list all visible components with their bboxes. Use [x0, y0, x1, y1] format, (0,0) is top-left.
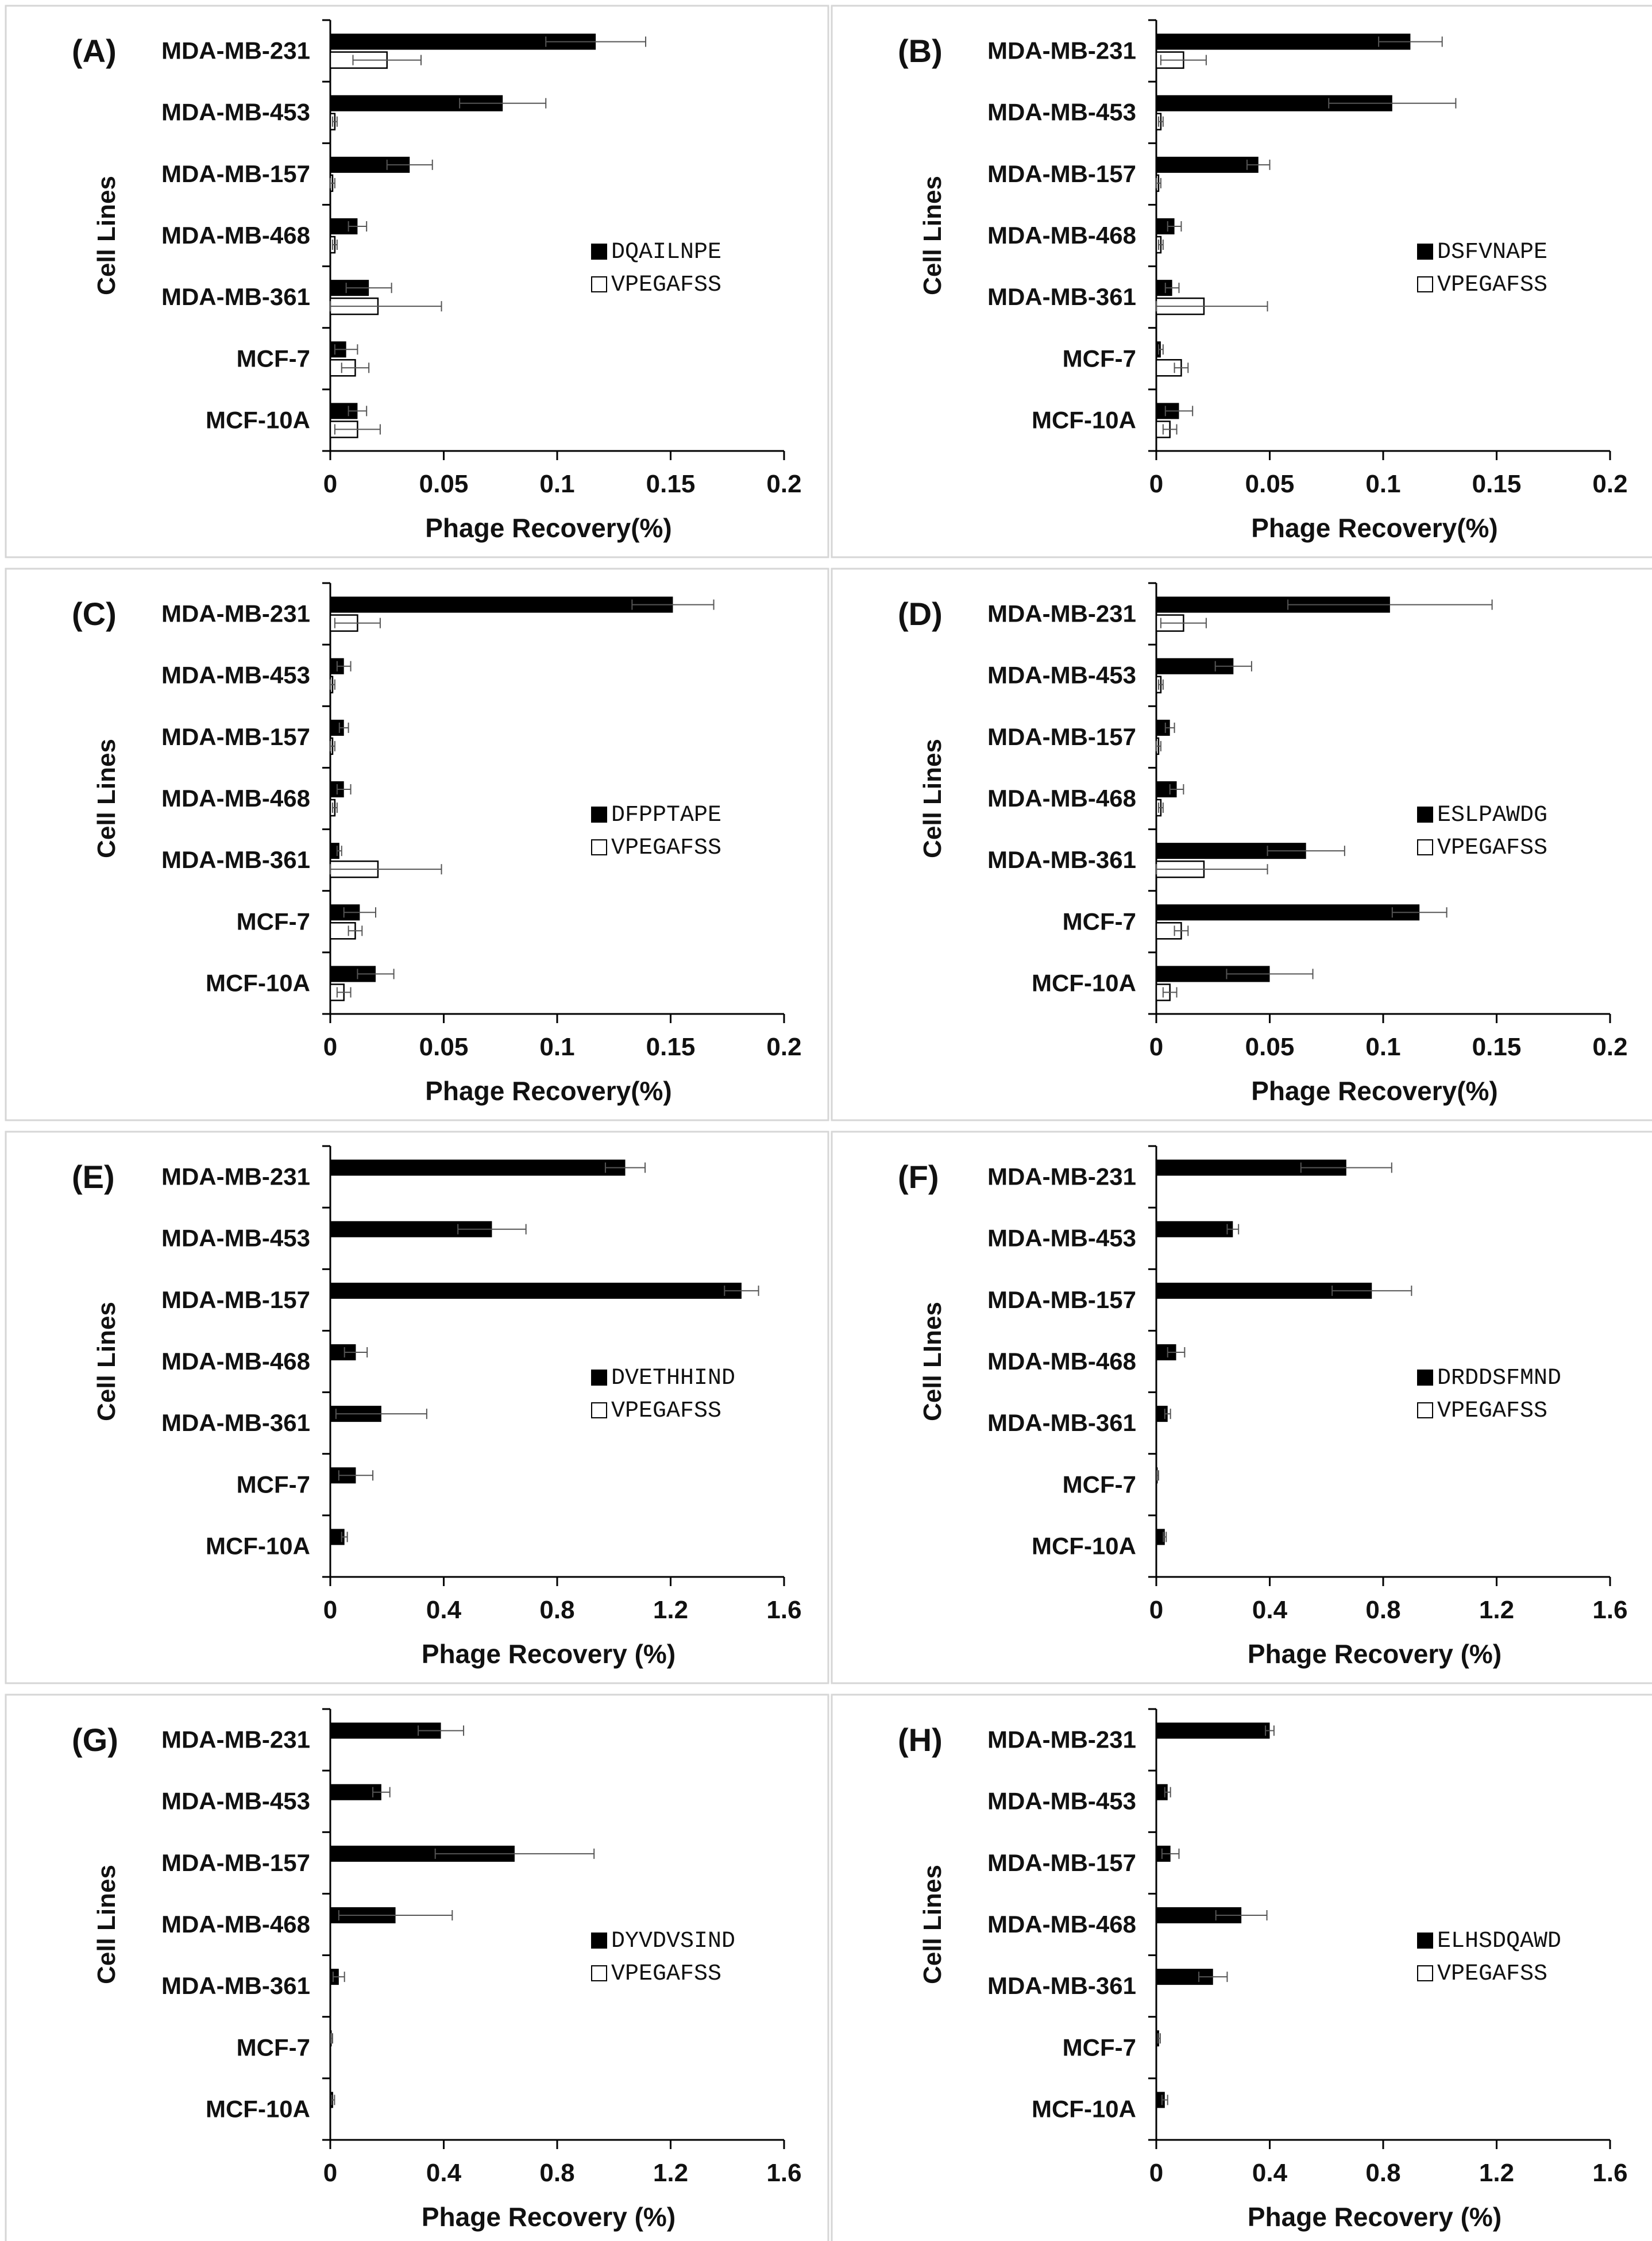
- y-tick-label: MDA-MB-453: [987, 98, 1136, 126]
- x-axis-title: Phage Recovery (%): [1247, 1639, 1502, 1669]
- x-tick-label: 0: [1149, 2159, 1164, 2187]
- x-tick-label: 0: [323, 2159, 338, 2187]
- y-axis-title: Cell LInes: [918, 1302, 947, 1421]
- panel-label: (H): [898, 1722, 943, 1758]
- x-tick-label: 1.2: [1479, 2159, 1515, 2187]
- y-tick-label: MCF-10A: [1031, 406, 1136, 434]
- y-tick-label: MCF-10A: [1031, 969, 1136, 997]
- legend-label: VPEGAFSS: [1437, 272, 1548, 298]
- y-tick-label: MDA-MB-468: [987, 1911, 1136, 1938]
- bar-peptide: [330, 1283, 742, 1299]
- y-tick-label: MDA-MB-468: [987, 1348, 1136, 1375]
- y-tick-label: MDA-MB-231: [161, 37, 310, 64]
- y-tick-label: MDA-MB-453: [161, 1787, 310, 1815]
- legend-swatch-open: [1418, 840, 1433, 855]
- legend-swatch-filled: [1418, 244, 1433, 259]
- x-tick-label: 0: [1149, 470, 1164, 498]
- x-tick-label: 0.2: [766, 470, 802, 498]
- y-tick-label: MDA-MB-157: [987, 160, 1136, 187]
- panel-label: (G): [72, 1722, 118, 1758]
- legend-label: DQAILNPE: [611, 240, 722, 265]
- y-tick-label: MDA-MB-361: [987, 1972, 1136, 2000]
- y-tick-label: MDA-MB-231: [987, 1163, 1136, 1190]
- x-tick-label: 0: [323, 470, 338, 498]
- x-tick-label: 0: [1149, 1033, 1164, 1061]
- x-tick-label: 0.8: [1365, 1596, 1401, 1624]
- x-axis-title: Phage Recovery(%): [425, 513, 672, 543]
- y-tick-label: MCF-7: [1062, 345, 1136, 372]
- legend-label: VPEGAFSS: [611, 1398, 722, 1424]
- x-tick-label: 0.4: [426, 1596, 462, 1624]
- legend-swatch-open: [592, 1403, 607, 1418]
- legend-label: DSFVNAPE: [1437, 240, 1548, 265]
- bar-peptide: [1156, 34, 1410, 50]
- x-axis-title: Phage Recovery (%): [421, 1639, 676, 1669]
- y-tick-label: MDA-MB-361: [161, 1972, 310, 2000]
- x-tick-label: 1.2: [653, 1596, 689, 1624]
- bar-peptide: [1156, 1221, 1233, 1237]
- legend-label: DVETHHIND: [611, 1366, 736, 1391]
- y-tick-label: MDA-MB-361: [987, 846, 1136, 874]
- x-axis-title: Phage Recovery(%): [1251, 513, 1498, 543]
- x-axis-title: Phage Recovery(%): [1251, 1076, 1498, 1106]
- y-tick-label: MCF-10A: [205, 1532, 310, 1560]
- y-tick-label: MDA-MB-231: [161, 1163, 310, 1190]
- legend-swatch-filled: [1418, 1933, 1433, 1948]
- legend-swatch-open: [1418, 277, 1433, 292]
- y-tick-label: MCF-10A: [1031, 1532, 1136, 1560]
- chart-panel-a: [6, 6, 828, 557]
- y-tick-label: MCF-7: [236, 908, 310, 935]
- y-axis-title: Cell Lines: [92, 1865, 121, 1984]
- x-tick-label: 0.1: [1365, 1033, 1401, 1061]
- x-tick-label: 0.05: [1245, 1033, 1295, 1061]
- x-tick-label: 0.15: [646, 470, 696, 498]
- x-tick-label: 0: [1149, 1596, 1164, 1624]
- panel-label: (C): [72, 596, 117, 632]
- x-tick-label: 0.05: [419, 470, 469, 498]
- y-tick-label: MDA-MB-157: [161, 723, 310, 750]
- panel-label: (A): [72, 33, 117, 69]
- legend-label: VPEGAFSS: [611, 1961, 722, 1987]
- chart-panel-h: [832, 1695, 1652, 2241]
- chart-panel-c: [6, 569, 828, 1120]
- x-axis-title: Phage Recovery (%): [1247, 2202, 1502, 2232]
- x-tick-label: 0: [323, 1596, 338, 1624]
- y-axis-title: Cell Lines: [92, 1302, 121, 1421]
- legend-label: VPEGAFSS: [1437, 835, 1548, 861]
- x-tick-label: 0.15: [1472, 1033, 1522, 1061]
- legend-swatch-filled: [592, 244, 607, 259]
- y-tick-label: MCF-10A: [1031, 2095, 1136, 2123]
- y-tick-label: MDA-MB-453: [161, 1224, 310, 1252]
- y-tick-label: MDA-MB-157: [161, 1286, 310, 1313]
- x-tick-label: 0.05: [1245, 470, 1295, 498]
- y-tick-label: MDA-MB-361: [987, 283, 1136, 311]
- bar-peptide: [330, 597, 673, 613]
- bar-peptide: [330, 1160, 626, 1176]
- y-tick-label: MDA-MB-453: [987, 1787, 1136, 1815]
- legend-swatch-filled: [592, 1370, 607, 1385]
- chart-panel-b: [832, 6, 1652, 557]
- x-tick-label: 0: [323, 1033, 338, 1061]
- y-tick-label: MDA-MB-231: [987, 37, 1136, 64]
- legend-label: VPEGAFSS: [1437, 1961, 1548, 1987]
- bar-peptide: [1156, 904, 1419, 920]
- x-tick-label: 0.4: [1252, 1596, 1288, 1624]
- y-tick-label: MDA-MB-361: [987, 1409, 1136, 1437]
- chart-panel-g: [6, 1695, 828, 2241]
- x-tick-label: 0.2: [1592, 470, 1628, 498]
- x-tick-label: 0.8: [1365, 2159, 1401, 2187]
- y-axis-title: Cell Lines: [918, 176, 947, 295]
- x-tick-label: 1.2: [1479, 1596, 1515, 1624]
- x-axis-title: Phage Recovery (%): [421, 2202, 676, 2232]
- x-tick-label: 1.6: [1592, 2159, 1628, 2187]
- y-tick-label: MCF-7: [1062, 1471, 1136, 1498]
- legend-label: VPEGAFSS: [611, 272, 722, 298]
- y-axis-title: Cell Lines: [92, 176, 121, 295]
- y-axis-title: Cell Lines: [918, 739, 947, 858]
- panel-label: (D): [898, 596, 943, 632]
- y-tick-label: MDA-MB-157: [987, 723, 1136, 750]
- x-tick-label: 0.15: [1472, 470, 1522, 498]
- bar-peptide: [1156, 157, 1259, 173]
- y-tick-label: MDA-MB-157: [161, 160, 310, 187]
- legend-label: VPEGAFSS: [611, 835, 722, 861]
- chart-panel-f: [832, 1132, 1652, 1683]
- x-tick-label: 0.1: [539, 1033, 575, 1061]
- y-tick-label: MDA-MB-231: [987, 1726, 1136, 1753]
- x-tick-label: 0.4: [1252, 2159, 1288, 2187]
- x-tick-label: 0.15: [646, 1033, 696, 1061]
- legend-swatch-filled: [1418, 1370, 1433, 1385]
- chart-panel-d: [832, 569, 1652, 1120]
- y-tick-label: MDA-MB-157: [987, 1849, 1136, 1876]
- y-tick-label: MDA-MB-468: [987, 222, 1136, 249]
- y-tick-label: MDA-MB-361: [161, 1409, 310, 1437]
- y-tick-label: MCF-7: [236, 2034, 310, 2061]
- y-tick-label: MDA-MB-231: [987, 600, 1136, 627]
- legend-label: ESLPAWDG: [1437, 803, 1548, 828]
- x-tick-label: 0.2: [766, 1033, 802, 1061]
- y-tick-label: MDA-MB-468: [161, 785, 310, 812]
- y-tick-label: MCF-7: [1062, 908, 1136, 935]
- panel-label: (E): [72, 1159, 115, 1195]
- y-tick-label: MCF-10A: [205, 406, 310, 434]
- legend-swatch-open: [592, 840, 607, 855]
- bar-peptide: [1156, 1723, 1270, 1739]
- y-tick-label: MDA-MB-468: [161, 222, 310, 249]
- legend-swatch-open: [592, 1966, 607, 1981]
- panel-label: (B): [898, 33, 943, 69]
- legend-label: DFPPTAPE: [611, 803, 722, 828]
- y-axis-title: Cell Lines: [918, 1865, 947, 1984]
- legend-swatch-open: [1418, 1966, 1433, 1981]
- legend-label: DYVDVSIND: [611, 1928, 736, 1954]
- panel-label: (F): [898, 1159, 939, 1195]
- y-tick-label: MDA-MB-468: [987, 785, 1136, 812]
- y-tick-label: MDA-MB-361: [161, 283, 310, 311]
- chart-panel-e: [6, 1132, 828, 1683]
- legend-label: VPEGAFSS: [1437, 1398, 1548, 1424]
- x-tick-label: 0.1: [1365, 470, 1401, 498]
- x-tick-label: 0.2: [1592, 1033, 1628, 1061]
- x-tick-label: 1.6: [766, 2159, 802, 2187]
- x-tick-label: 0.1: [539, 470, 575, 498]
- y-tick-label: MCF-7: [236, 1471, 310, 1498]
- y-tick-label: MDA-MB-468: [161, 1911, 310, 1938]
- x-tick-label: 1.2: [653, 2159, 689, 2187]
- y-tick-label: MDA-MB-361: [161, 846, 310, 874]
- y-tick-label: MCF-7: [1062, 2034, 1136, 2061]
- y-tick-label: MDA-MB-157: [161, 1849, 310, 1876]
- y-tick-label: MDA-MB-231: [161, 1726, 310, 1753]
- legend-label: DRDDSFMND: [1437, 1366, 1562, 1391]
- legend-swatch-open: [1418, 1403, 1433, 1418]
- y-tick-label: MDA-MB-453: [161, 98, 310, 126]
- y-axis-title: Cell Lines: [92, 739, 121, 858]
- x-tick-label: 0.05: [419, 1033, 469, 1061]
- y-tick-label: MCF-10A: [205, 2095, 310, 2123]
- y-tick-label: MDA-MB-231: [161, 600, 310, 627]
- legend-swatch-filled: [1418, 807, 1433, 822]
- legend-swatch-filled: [592, 807, 607, 822]
- legend-swatch-filled: [592, 1933, 607, 1948]
- y-tick-label: MCF-10A: [205, 969, 310, 997]
- y-tick-label: MDA-MB-453: [161, 661, 310, 689]
- x-axis-title: Phage Recovery(%): [425, 1076, 672, 1106]
- y-tick-label: MDA-MB-453: [987, 1224, 1136, 1252]
- x-tick-label: 0.8: [539, 2159, 575, 2187]
- y-tick-label: MDA-MB-453: [987, 661, 1136, 689]
- x-tick-label: 0.4: [426, 2159, 462, 2187]
- y-tick-label: MDA-MB-157: [987, 1286, 1136, 1313]
- x-tick-label: 0.8: [539, 1596, 575, 1624]
- x-tick-label: 1.6: [766, 1596, 802, 1624]
- y-tick-label: MDA-MB-468: [161, 1348, 310, 1375]
- legend-label: ELHSDQAWD: [1437, 1928, 1562, 1954]
- legend-swatch-open: [592, 277, 607, 292]
- y-tick-label: MCF-7: [236, 345, 310, 372]
- x-tick-label: 1.6: [1592, 1596, 1628, 1624]
